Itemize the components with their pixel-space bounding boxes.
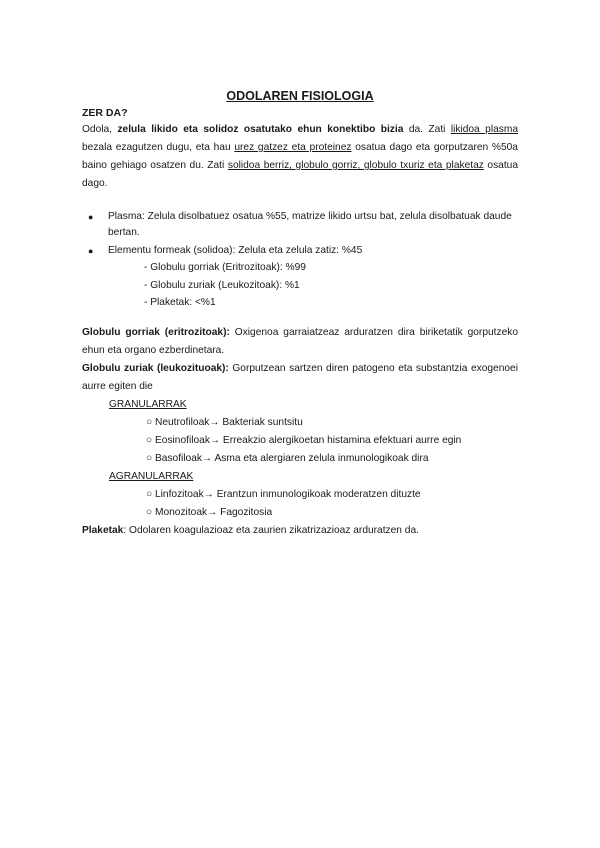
page-title: ODOLAREN FISIOLOGIA xyxy=(226,89,374,103)
intro-text: osatua dago. xyxy=(82,160,518,189)
intro-text: da. Zati xyxy=(403,124,451,135)
granular-heading: GRANULARRAK xyxy=(109,399,187,410)
sub-list-item: - Plaketak: <%1 xyxy=(144,297,216,308)
cell-definitions xyxy=(82,324,518,540)
definition-text: Oxigenoa garraiatzeaz arduratzen dira biriketatik gorputzeko ehun eta organo ezberdinetara. xyxy=(82,327,519,356)
list-item-text: Elementu formeak (solidoa): Zelula eta zelula zatiz: %45 xyxy=(108,245,363,256)
list-item: ○ Eosinofiloak→ Erreakzio alergikoetan histamina efektuari aurre egin xyxy=(146,435,462,446)
section-heading: ZER DA? xyxy=(82,107,128,119)
sub-list-item: - Globulu gorriak (Eritrozitoak): %99 xyxy=(144,262,306,273)
list-item xyxy=(88,209,520,241)
list-item xyxy=(88,243,520,259)
intro-text: osatua dago eta gorputzaren %50a baino gehiago osatzen du. Zati xyxy=(82,142,518,171)
definition-term: Plaketak xyxy=(82,525,124,536)
intro-text: Odola, xyxy=(82,124,118,135)
bullet-icon: ● xyxy=(88,212,94,222)
definition-term: Globulu gorriak (eritrozitoak): xyxy=(82,327,230,338)
definition-text: : Odolaren koagulazioaz eta zaurien zikatrizazioaz arduratzen da. xyxy=(123,525,419,536)
intro-underlined-composition: urez gatzez eta proteinez xyxy=(234,142,352,153)
list-item: ○ Basofiloak→ Asma eta alergiaren zelula inmunologikoak dira xyxy=(146,453,429,464)
definition-white-cells xyxy=(82,360,518,396)
intro-underlined-solid: solidoa berriz, globulo gorriz, globulo txuriz eta plaketaz xyxy=(227,160,484,171)
list-item: ○ Monozitoak→ Fagozitosia xyxy=(146,507,273,518)
agranular-heading: AGRANULARRAK xyxy=(109,471,194,482)
list-item-text: Plasma: Zelula disolbatuez osatua %55, matrize likido urtsu bat, zelula disolbatuak daude bertan. xyxy=(108,211,512,238)
intro-bold-definition: zelula likido eta solidoz osatutako ehun konektibo bizia xyxy=(117,124,404,135)
intro-underlined-liquid: likidoa plasma xyxy=(450,124,518,135)
intro-paragraph xyxy=(82,121,518,193)
composition-list xyxy=(88,209,520,312)
sub-list-item: - Globulu zuriak (Leukozitoak): %1 xyxy=(144,279,300,291)
definition-platelets xyxy=(82,522,518,540)
list-item: ○ Linfozitoak→ Erantzun inmunologikoak moderatzen dituzte xyxy=(146,489,421,500)
definition-term: Globulu zuriak (leukozituoak): xyxy=(82,363,229,374)
definition-red-cells xyxy=(82,324,518,360)
intro-text: bezala ezagutzen dugu, eta hau xyxy=(82,142,235,153)
definition-text: Gorputzean sartzen diren patogeno eta substantzia exogenoei aurre egiten die xyxy=(82,363,518,392)
bullet-icon: ● xyxy=(88,246,94,256)
list-item: ○ Neutrofiloak→ Bakteriak suntsitu xyxy=(146,417,303,428)
